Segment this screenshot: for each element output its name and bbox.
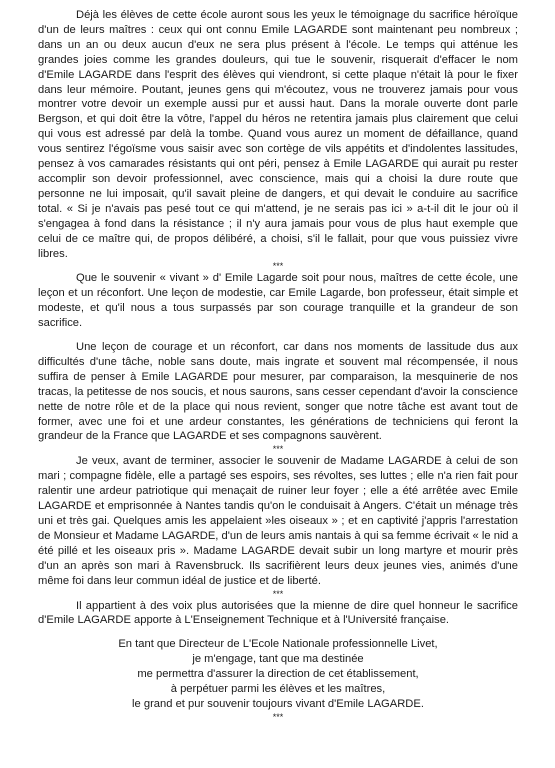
section-separator: *** bbox=[272, 711, 284, 722]
paragraph-heroic-sacrifice: Déjà les élèves de cette école auront sous les yeux le témoignage du sacrifice héroïque d'un de leurs maîtres : ceux qui ont connu Emile LAGARDE sont maintenant peu nombreux ; dans un an ou deux aucun d'eux ne sera plus présent à l'école. Le temps qui atténue les grandes joies comme les grandes douleurs, qui tue le souvenir, risquerait d'effacer le nom d'Emile LAGARDE dans l'esprit des élèves qui viendront, si cette plaque n'était là pour le fixer dans leur mémoire. Poutant, jeunes gens qui m'écoutez, vous ne trouverez jamais pour vous montrer votre devoir un exemple aussi pur et aussi haut. Dans la morale ouverte dont parle Bergson, et qui doit être la vôtre, l'appel du héros ne retentira jamais plus clairement que celui qui vous est adressé par delà la tombe. Quand vous aurez un moment de défaillance, quand vous sentirez l'égoïsme vous saisir avec son cortège de vils appétits et d'indolentes lassitudes, pensez à vos camarades résistants qui ont péri, pensez à Emile LAGARDE qui aurait pu rester accomplir son devoir professionnel, avec conscience, mais qui a choisi la dure route que personne ne lui imposait, qu'il savait pleine de dangers, et qui devait le conduire au sacrifice total. « Si je n'avais pas pesé tout ce qui m'attend, je ne serais pas ici » a-t-il dit le jour où il s'engagea à fond dans la résistance ; il n'y aura jamais pour vous de plus haut exemple que celui de ce maître qui, de propos délibéré, a choisi, s'il le fallait, pour que vous puissiez vivre libres. bbox=[38, 9, 518, 260]
paragraph-living-memory: Que le souvenir « vivant » d' Emile Lagarde soit pour nous, maîtres de cette école, une leçon et un réconfort. Une leçon de modestie, car Emile Lagarde, bon professeur, était simple et modeste, et qu'il nous a tous surpassés par son courage tranquille et la grandeur de son sacrifice. bbox=[38, 272, 518, 330]
paragraph-gap bbox=[38, 331, 518, 340]
paragraph-madame-lagarde: Je veux, avant de terminer, associer le souvenir de Madame LAGARDE à celui de son mari ; compagne fidèle, elle a partagé ses espoirs, ses révoltes, ses luttes ; elle n'a rien fait pour ralentir une ardeur patriotique qui menaçait de ruiner leur foyer ; elle a été arrêtée avec Emile LAGARDE et emprisonnée à Nantes tandis qu'on le conduisait à Angers. C'était un ménage très uni et très gai. Quelques amis les appelaient »les oiseaux » ; et en captivité j'appris l'arrestation de Monsieur et Madame LAGARDE, d'un de leurs amis nantais à qui sa femme écrivait « le nid a été pillé et les oiseaux pris ». Madame LAGARDE devait subir un long martyre et mourir près d'un an après son mari à Ravensbruck. Ils sacrifièrent leurs deux jeunes vies, animés d'une même foi dans leur commun idéal de justice et de liberté. bbox=[38, 455, 518, 587]
paragraph-gap bbox=[38, 628, 518, 637]
section-separator: *** bbox=[272, 444, 284, 455]
closing-line: à perpétuer parmi les élèves et les maîtres, bbox=[170, 683, 386, 696]
closing-line: me permettra d'assurer la direction de cet établissement, bbox=[137, 668, 419, 681]
speech-document bbox=[38, 8, 518, 722]
closing-pledge bbox=[38, 637, 518, 712]
closing-line: En tant que Directeur de L'Ecole Nationale professionnelle Livet, bbox=[118, 638, 438, 651]
closing-line: le grand et pur souvenir toujours vivant d'Emile LAGARDE. bbox=[132, 697, 424, 710]
section-separator: *** bbox=[272, 261, 284, 272]
section-separator: *** bbox=[272, 588, 284, 599]
closing-line: je m'engage, tant que ma destinée bbox=[192, 653, 364, 666]
paragraph-honour: Il appartient à des voix plus autorisées que la mienne de dire quel honneur le sacrifice d'Emile LAGARDE apporte à L'Enseignement Technique et à l'Université française. bbox=[38, 599, 518, 627]
paragraph-lesson-of-courage: Une leçon de courage et un réconfort, car dans nos moments de lassitude dus aux difficultés d'une tâche, noble sans doute, mais ingrate et souvent mal récompensée, il nous suffira de penser à Emile LAGARDE pour mesurer, par comparaison, la mesquinerie de nos tracas, la petitesse de nos soucis, et nous saurons, sans cesser cependant d'avoir la conscience nette de notre rôle et de la place qui nous revient, songer que notre tâche est avant tout de former, avec une foi et une ardeur constantes, les générations de techniciens qui feront la grandeur de la France que LAGARDE et ses compagnons sauvèrent. bbox=[38, 341, 518, 443]
